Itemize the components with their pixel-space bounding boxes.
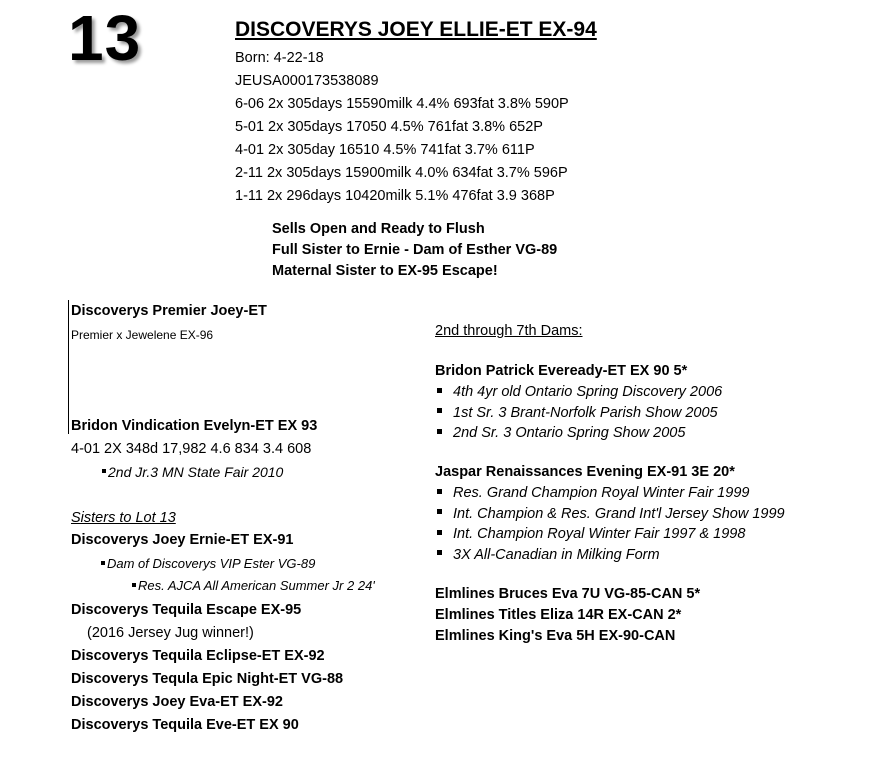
list-item: Int. Champion & Res. Grand Int'l Jersey Show 1999 [437,506,785,527]
list-item: Int. Champion Royal Winter Fair 1997 & 1998 [437,526,785,547]
square-bullet-icon [101,561,105,565]
birth-date: Born: 4-22-18 [235,50,324,66]
production-record: 2-11 2x 305days 15900milk 4.0% 634fat 3.7% 596P [235,165,568,181]
sire-pedigree: Premier x Jewelene EX-96 [71,328,214,342]
registration-number: JEUSA000173538089 [235,73,379,89]
square-bullet-icon [437,509,442,514]
list-item: 3X All-Canadian in Milking Form [437,547,785,568]
dam-name: Elmlines Titles Eliza 14R EX-CAN 2* [435,607,682,623]
pedigree-bracket-line [68,300,69,434]
lot-number: 13 [68,2,142,74]
highlight-line: Maternal Sister to EX-95 Escape! [272,263,498,279]
sister-note: (2016 Jersey Jug winner!) [87,625,254,641]
dam-3-name: Jaspar Renaissances Evening EX-91 3E 20* [435,464,735,480]
sisters-heading: Sisters to Lot 13 [71,510,176,526]
dam-2-name: Bridon Patrick Eveready-ET EX 90 5* [435,363,688,379]
square-bullet-icon [437,429,442,434]
square-bullet-icon [437,530,442,535]
sire-name: Discoverys Premier Joey-ET [71,303,267,319]
sister-name: Discoverys Tequla Epic Night-ET VG-88 [71,671,344,687]
square-bullet-icon [437,388,442,393]
production-record: 1-11 2x 296days 10420milk 5.1% 476fat 3.9 368P [235,188,555,204]
dam-record: 4-01 2X 348d 17,982 4.6 834 3.4 608 [71,441,312,457]
sister-name: Discoverys Tequila Eve-ET EX 90 [71,717,299,733]
production-record: 5-01 2x 305days 17050 4.5% 761fat 3.8% 652P [235,119,543,135]
list-item: 4th 4yr old Ontario Spring Discovery 2006 [437,384,722,405]
list-item: Res. Grand Champion Royal Winter Fair 1999 [437,485,785,506]
production-record: 4-01 2x 305day 16510 4.5% 741fat 3.7% 611P [235,142,535,158]
cow-title: DISCOVERYS JOEY ELLIE-ET EX-94 [235,18,597,41]
dam-award: 2nd Jr.3 MN State Fair 2010 [102,464,283,480]
square-bullet-icon [437,489,442,494]
highlight-line: Sells Open and Ready to Flush [272,221,485,237]
list-item: 1st Sr. 3 Brant-Norfolk Parish Show 2005 [437,405,722,426]
square-bullet-icon [132,583,136,587]
list-item: 2nd Sr. 3 Ontario Spring Show 2005 [437,425,722,446]
dam-name: Bridon Vindication Evelyn-ET EX 93 [71,418,318,434]
sister-name: Discoverys Joey Eva-ET EX-92 [71,694,283,710]
square-bullet-icon [437,550,442,555]
sister-note: Res. AJCA All American Summer Jr 2 24' [132,578,375,593]
dam-2-awards [437,384,722,446]
dam-name: Elmlines Bruces Eva 7U VG-85-CAN 5* [435,586,701,602]
highlight-line: Full Sister to Ernie - Dam of Esther VG-89 [272,242,558,258]
sister-name: Discoverys Tequila Eclipse-ET EX-92 [71,648,325,664]
sister-name: Discoverys Tequila Escape EX-95 [71,602,302,618]
dam-3-awards [437,485,785,567]
sister-note: Dam of Discoverys VIP Ester VG-89 [101,556,315,571]
dam-name: Elmlines King's Eva 5H EX-90-CAN [435,628,676,644]
production-record: 6-06 2x 305days 15590milk 4.4% 693fat 3.8% 590P [235,96,569,112]
sister-name: Discoverys Joey Ernie-ET EX-91 [71,532,294,548]
square-bullet-icon [437,408,442,413]
square-bullet-icon [102,469,106,473]
dams-heading: 2nd through 7th Dams: [435,323,583,339]
